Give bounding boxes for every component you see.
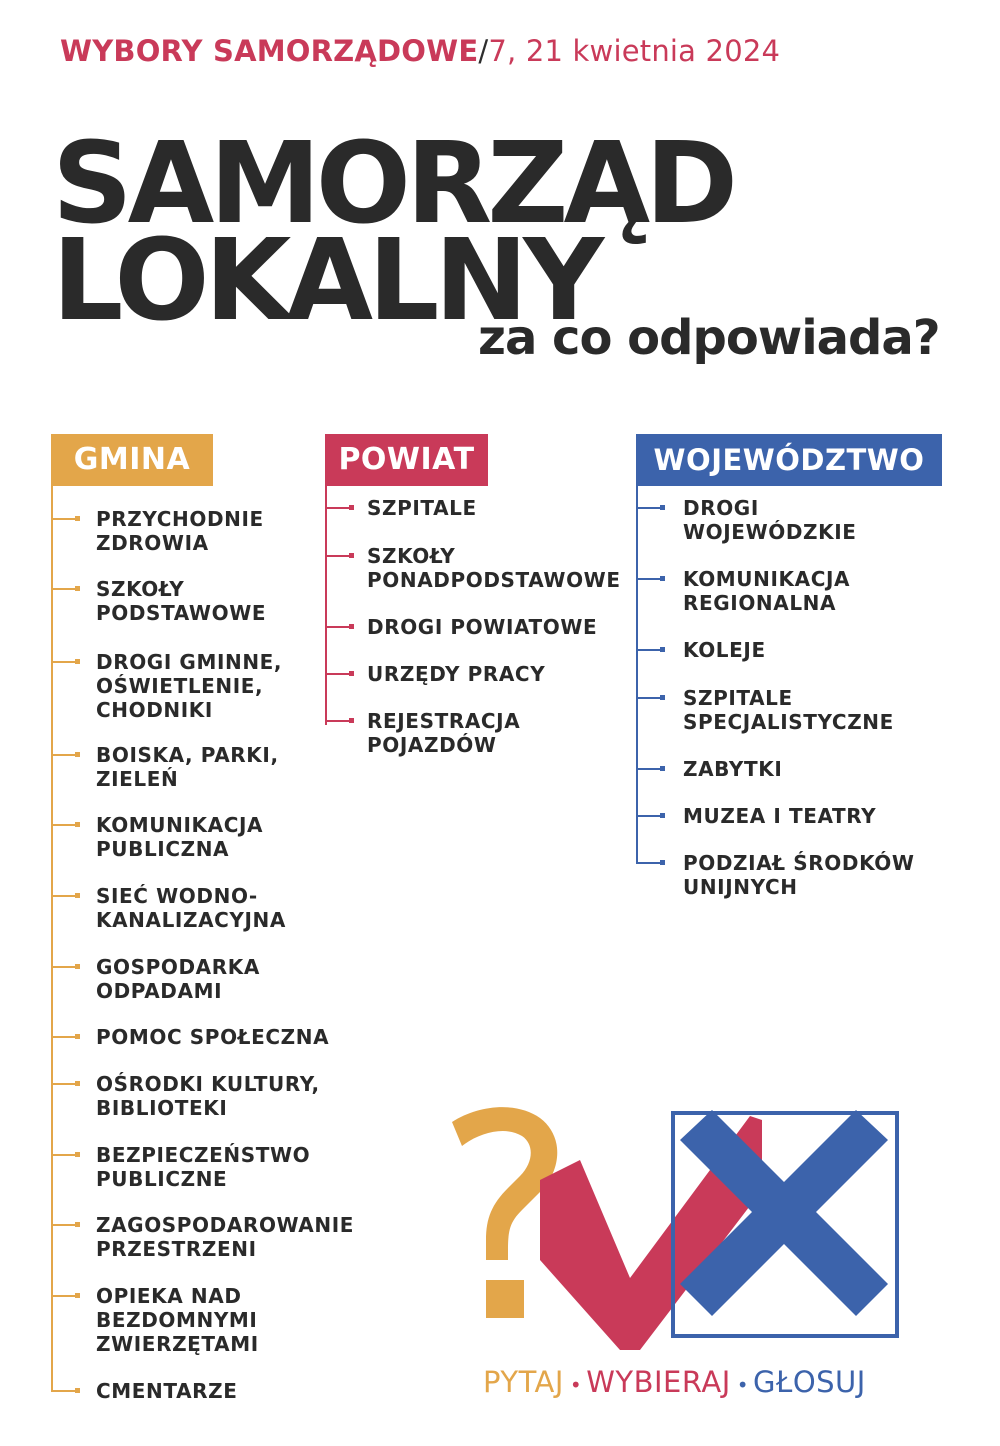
- item-connector-tick: [51, 895, 77, 897]
- question-mark-dot: [486, 1280, 524, 1318]
- item-bullet-icon: [660, 695, 665, 700]
- column-heading-powiat: POWIAT: [325, 434, 488, 486]
- item-bullet-icon: [75, 1081, 80, 1086]
- title-line-1: SAMORZĄD: [52, 119, 734, 249]
- list-item: GOSPODARKA ODPADAMI: [96, 955, 260, 1003]
- election-header: [60, 34, 780, 68]
- item-bullet-icon: [660, 576, 665, 581]
- election-dates: 7, 21 kwietnia 2024: [488, 34, 781, 68]
- item-connector-tick: [51, 966, 77, 968]
- list-item: KOMUNIKACJA PUBLICZNA: [96, 813, 264, 861]
- list-item: SIEĆ WODNO- KANALIZACYJNA: [96, 884, 286, 932]
- column-connector-line: [636, 486, 638, 862]
- list-item: REJESTRACJA POJAZDÓW: [367, 709, 521, 757]
- item-bullet-icon: [75, 516, 80, 521]
- item-connector-tick: [636, 768, 662, 770]
- item-connector-tick: [325, 673, 351, 675]
- list-item: KOMUNIKACJA REGIONALNA: [683, 567, 851, 615]
- list-item: MUZEA I TEATRY: [683, 804, 877, 828]
- item-connector-tick: [51, 754, 77, 756]
- subtitle: za co odpowiada?: [478, 310, 940, 366]
- item-bullet-icon: [75, 1222, 80, 1227]
- item-bullet-icon: [75, 893, 80, 898]
- item-bullet-icon: [75, 586, 80, 591]
- list-item: SZKOŁY PODSTAWOWE: [96, 577, 267, 625]
- item-connector-tick: [636, 697, 662, 699]
- item-bullet-icon: [75, 659, 80, 664]
- slogan-bullet-1: •: [569, 1373, 583, 1397]
- item-connector-tick: [51, 1295, 77, 1297]
- column-heading-gmina: GMINA: [51, 434, 213, 486]
- item-connector-tick: [325, 555, 351, 557]
- item-bullet-icon: [349, 718, 354, 723]
- item-bullet-icon: [349, 671, 354, 676]
- item-connector-tick: [636, 649, 662, 651]
- list-item: BOISKA, PARKI, ZIELEŃ: [96, 743, 279, 791]
- item-connector-tick: [51, 518, 77, 520]
- item-connector-tick: [325, 507, 351, 509]
- item-connector-tick: [325, 720, 351, 722]
- slogan-word-wybieraj: WYBIERAJ: [586, 1365, 731, 1399]
- item-bullet-icon: [75, 822, 80, 827]
- slogan-word-glosuj: GŁOSUJ: [753, 1365, 866, 1399]
- item-connector-tick: [636, 578, 662, 580]
- item-bullet-icon: [660, 647, 665, 652]
- item-connector-tick: [325, 626, 351, 628]
- item-bullet-icon: [349, 624, 354, 629]
- list-item: BEZPIECZEŃSTWO PUBLICZNE: [96, 1143, 311, 1191]
- column-connector-line: [325, 486, 327, 725]
- list-item: URZĘDY PRACY: [367, 662, 546, 686]
- item-connector-tick: [636, 815, 662, 817]
- item-bullet-icon: [660, 860, 665, 865]
- list-item: POMOC SPOŁECZNA: [96, 1025, 330, 1049]
- slogan-word-pytaj: PYTAJ: [483, 1365, 564, 1399]
- item-connector-tick: [636, 862, 662, 864]
- item-connector-tick: [51, 661, 77, 663]
- list-item: PRZYCHODNIE ZDROWIA: [96, 507, 264, 555]
- item-bullet-icon: [660, 766, 665, 771]
- item-connector-tick: [51, 824, 77, 826]
- list-item: PODZIAŁ ŚRODKÓW UNIJNYCH: [683, 851, 915, 899]
- item-bullet-icon: [349, 505, 354, 510]
- title-line-2: LOKALNY: [52, 216, 600, 346]
- list-item: SZPITALE SPECJALISTYCZNE: [683, 686, 894, 734]
- item-connector-tick: [51, 1154, 77, 1156]
- item-bullet-icon: [660, 813, 665, 818]
- election-logo-icon: [440, 1100, 910, 1360]
- column-connector-line: [51, 486, 53, 1390]
- item-bullet-icon: [75, 1152, 80, 1157]
- list-item: ZAGOSPODAROWANIE PRZESTRZENI: [96, 1213, 355, 1261]
- column-heading-wojewodztwo: WOJEWÓDZTWO: [636, 434, 942, 486]
- item-connector-tick: [51, 1083, 77, 1085]
- item-bullet-icon: [75, 752, 80, 757]
- item-bullet-icon: [75, 1293, 80, 1298]
- list-item: OPIEKA NAD BEZDOMNYMI ZWIERZĘTAMI: [96, 1284, 259, 1356]
- slogan-bullet-2: •: [736, 1373, 750, 1397]
- item-connector-tick: [51, 1390, 77, 1392]
- list-item: OŚRODKI KULTURY, BIBLIOTEKI: [96, 1072, 320, 1120]
- item-bullet-icon: [660, 505, 665, 510]
- list-item: SZKOŁY PONADPODSTAWOWE: [367, 544, 621, 592]
- item-bullet-icon: [75, 964, 80, 969]
- item-bullet-icon: [75, 1034, 80, 1039]
- item-connector-tick: [51, 1224, 77, 1226]
- election-label: WYBORY SAMORZĄDOWE: [60, 34, 479, 68]
- item-connector-tick: [51, 588, 77, 590]
- header-separator: /: [478, 34, 489, 68]
- item-connector-tick: [51, 1036, 77, 1038]
- slogan: [483, 1365, 866, 1399]
- item-bullet-icon: [349, 553, 354, 558]
- list-item: KOLEJE: [683, 638, 766, 662]
- list-item: ZABYTKI: [683, 757, 783, 781]
- list-item: CMENTARZE: [96, 1379, 238, 1403]
- list-item: DROGI POWIATOWE: [367, 615, 598, 639]
- item-connector-tick: [636, 507, 662, 509]
- item-bullet-icon: [75, 1388, 80, 1393]
- list-item: DROGI GMINNE, OŚWIETLENIE, CHODNIKI: [96, 650, 283, 722]
- list-item: DROGI WOJEWÓDZKIE: [683, 496, 857, 544]
- list-item: SZPITALE: [367, 496, 477, 520]
